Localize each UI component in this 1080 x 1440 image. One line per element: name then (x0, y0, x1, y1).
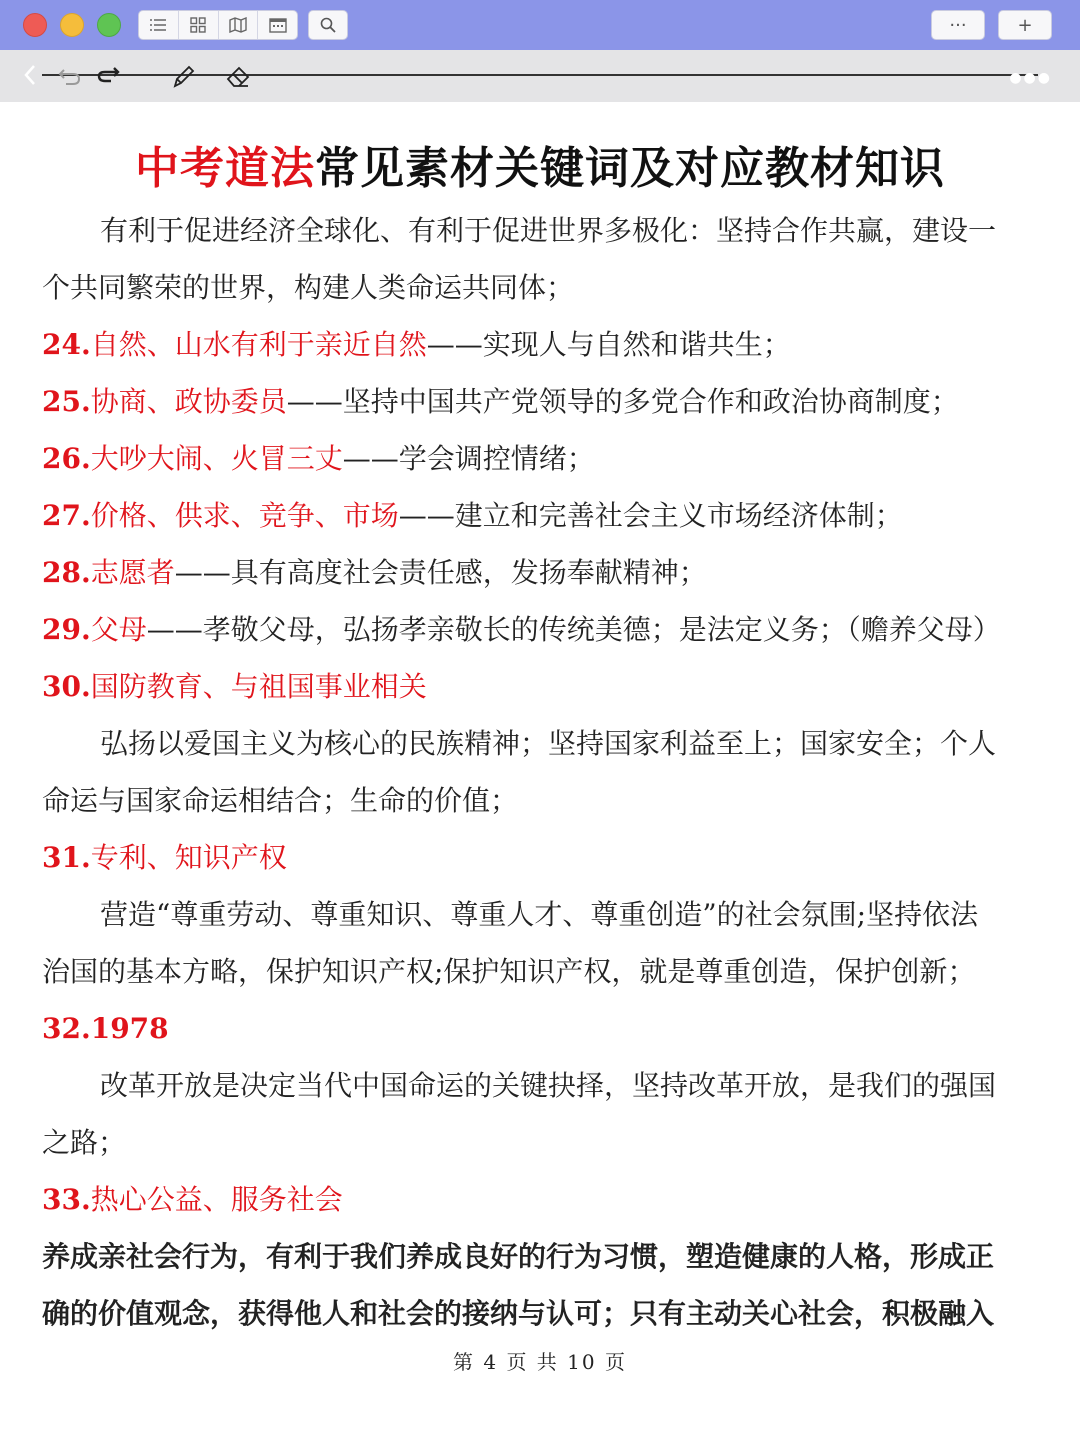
item-keyword: 热心公益、服务社会 (90, 1183, 343, 1216)
item-number: 33. (42, 1183, 91, 1216)
keyword-item-31 (42, 838, 1042, 878)
toolbar-more-dots-icon[interactable]: ●●● (1009, 70, 1052, 86)
keyword-item-28 (42, 553, 1042, 593)
item-knowledge: ——建立和完善社会主义市场经济体制； (398, 499, 903, 532)
add-button[interactable]: + (998, 10, 1052, 40)
keyword-item-25 (42, 382, 1042, 422)
window-titlebar (0, 0, 1080, 50)
item-keyword: 大吵大闹、火冒三丈 (90, 442, 343, 475)
eraser-icon[interactable] (224, 62, 252, 90)
list-view-icon[interactable] (139, 11, 179, 39)
back-chevron-icon[interactable] (22, 62, 38, 88)
paragraph-line-bold: 确的价值观念，获得他人和社会的接纳与认可；只有主动关心社会，积极融入 (42, 1297, 995, 1330)
item-keyword: 专利、知识产权 (90, 841, 287, 874)
paragraph-line-bold: 养成亲社会行为，有利于我们养成良好的行为习惯，塑造健康的人格，形成正 (42, 1240, 995, 1273)
annotation-toolbar (0, 50, 1080, 102)
item-keyword: 自然、山水有利于亲近自然 (90, 328, 427, 361)
item-number: 32.1978 (42, 1012, 169, 1045)
item-number: 31. (42, 841, 91, 874)
item-knowledge: ——学会调控情绪； (342, 442, 595, 475)
keyword-item-30 (42, 667, 1042, 707)
item-number: 30. (42, 670, 91, 703)
item-keyword: 国防教育、与祖国事业相关 (90, 670, 427, 703)
paragraph-line: 弘扬以爱国主义为核心的民族精神；坚持国家利益至上；国家安全；个人 (100, 727, 997, 760)
keyword-item-26 (42, 439, 1042, 479)
grid-view-icon[interactable] (179, 11, 219, 39)
page-title-rest: 常见素材关键词及对应教材知识 (315, 143, 945, 194)
item-keyword: 志愿者 (90, 556, 175, 589)
item-knowledge: ——孝敬父母，弘扬孝亲敬长的传统美德；是法定义务；（赡养父母） (146, 613, 1001, 646)
calendar-view-icon[interactable] (258, 11, 297, 39)
item-keyword: 协商、政协委员 (90, 385, 287, 418)
item-knowledge: ——具有高度社会责任感，发扬奉献精神； (174, 556, 707, 589)
minimize-window-button[interactable] (60, 13, 84, 37)
page-number-footer: 第 4 页 共 10 页 (453, 1350, 627, 1374)
view-mode-group (138, 10, 298, 40)
item-number: 28. (42, 556, 91, 589)
keyword-item-24 (42, 325, 1042, 365)
item-knowledge: ——实现人与自然和谐共生； (426, 328, 791, 361)
keyword-item-29 (42, 610, 1042, 650)
item-number: 24. (42, 328, 91, 361)
search-button[interactable] (308, 10, 348, 40)
item-keyword: 价格、供求、竞争、市场 (90, 499, 399, 532)
paragraph-line: 治国的基本方略，保护知识产权;保护知识产权，就是尊重创造，保护创新； (42, 955, 976, 988)
paragraph-line: 个共同繁荣的世界，构建人类命运共同体； (42, 271, 575, 304)
redo-icon[interactable] (96, 62, 120, 88)
page-title-highlight: 中考道法 (135, 143, 315, 194)
paragraph-line: 有利于促进经济全球化、有利于促进世界多极化：坚持合作共赢，建设一 (100, 214, 997, 247)
item-number: 27. (42, 499, 91, 532)
paragraph-line: 营造“尊重劳动、尊重知识、尊重人才、尊重创造”的社会氛围;坚持依法 (100, 898, 979, 931)
maximize-window-button[interactable] (97, 13, 121, 37)
keyword-item-32 (42, 1009, 1042, 1049)
keyword-item-27 (42, 496, 1042, 536)
page-title (0, 132, 1080, 196)
paragraph-line: 改革开放是决定当代中国命运的关键抉择，坚持改革开放，是我们的强国 (100, 1069, 997, 1102)
keyword-item-33 (42, 1180, 1042, 1220)
item-number: 29. (42, 613, 91, 646)
item-knowledge: ——坚持中国共产党领导的多党合作和政治协商制度； (286, 385, 959, 418)
paragraph-line: 命运与国家命运相结合；生命的价值； (42, 784, 519, 817)
item-keyword: 父母 (90, 613, 147, 646)
document-page (0, 102, 1080, 1440)
pencil-icon[interactable] (170, 62, 196, 90)
search-icon (320, 17, 336, 33)
more-options-button[interactable]: ··· (931, 10, 985, 40)
item-number: 25. (42, 385, 91, 418)
undo-icon[interactable] (58, 62, 82, 88)
paragraph-line: 之路； (42, 1126, 127, 1159)
map-view-icon[interactable] (219, 11, 259, 39)
close-window-button[interactable] (23, 13, 47, 37)
item-number: 26. (42, 442, 91, 475)
